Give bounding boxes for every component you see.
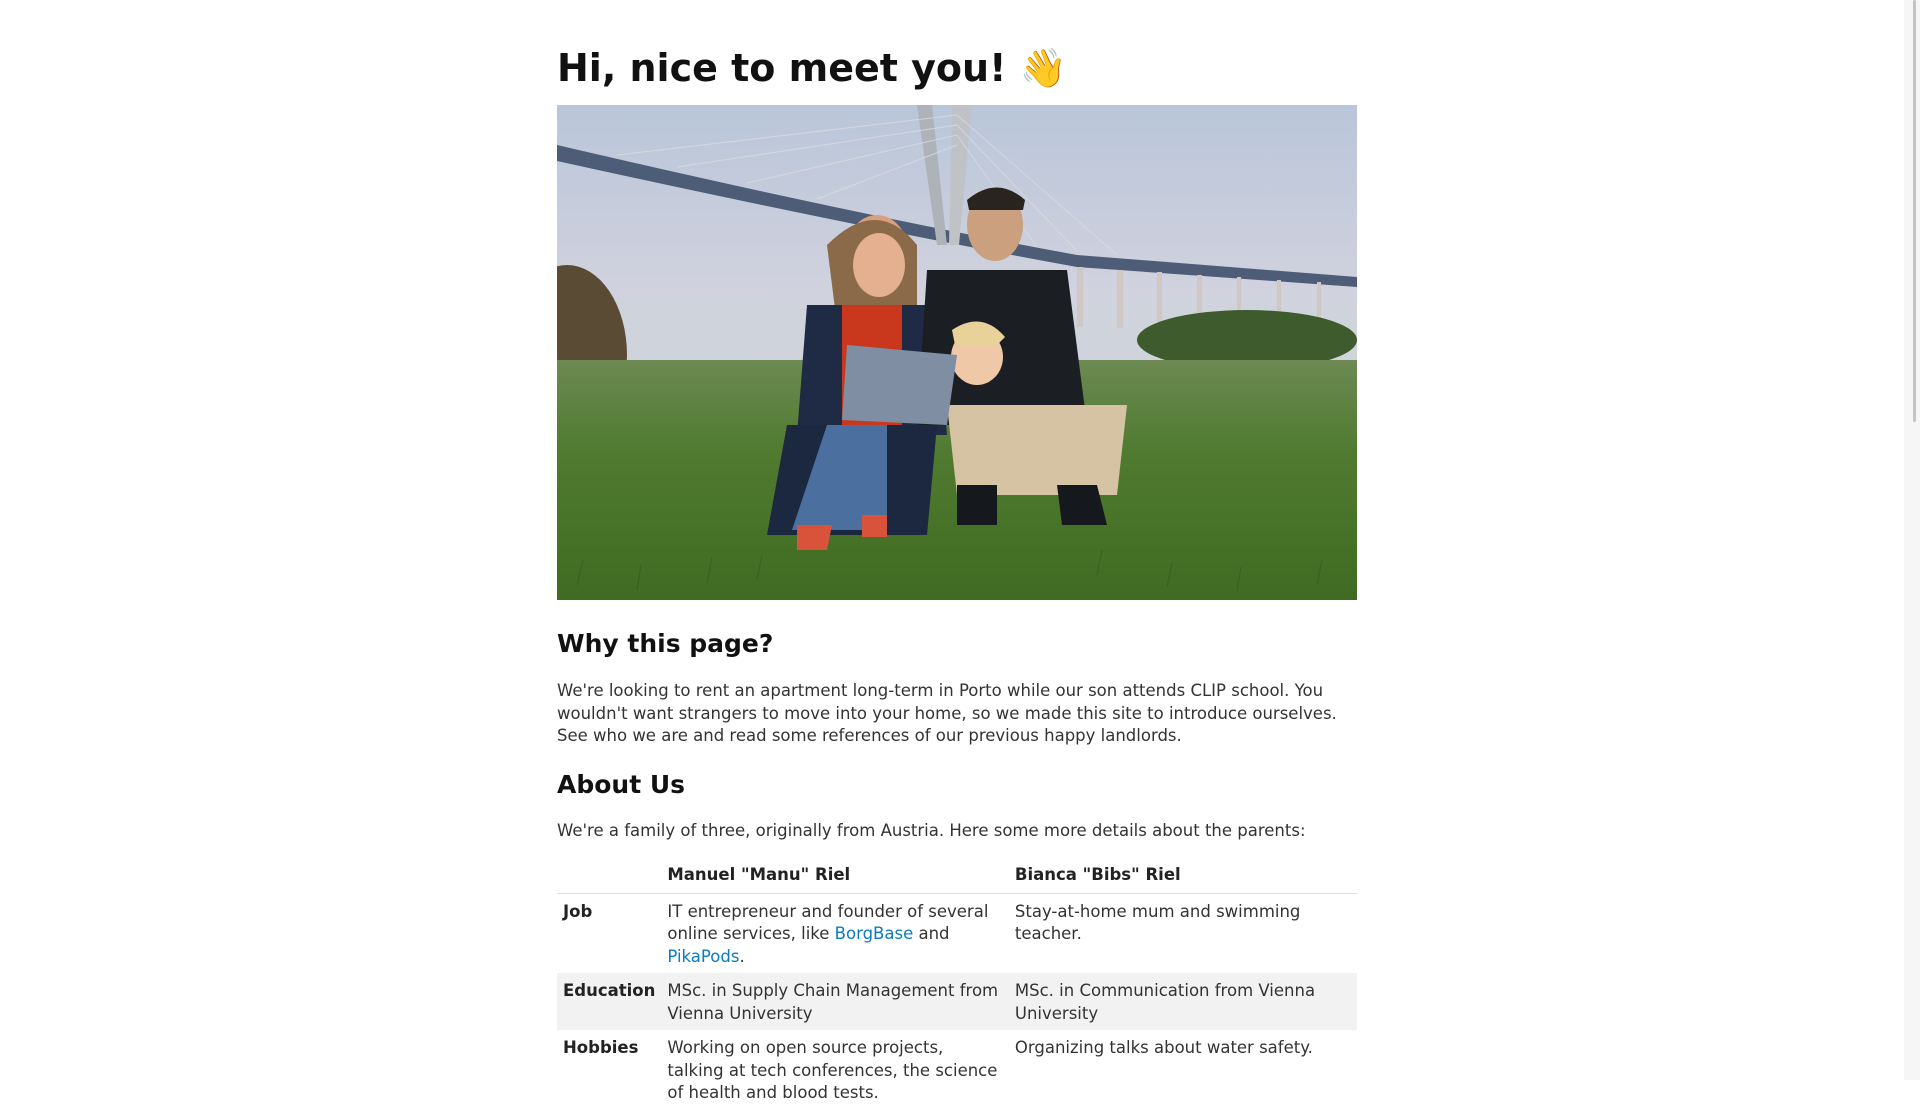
cell-manu-hobbies: Working on open source projects, talking at tech conferences, the science of health and blood tests. <box>667 1038 998 1102</box>
why-text: We're looking to rent an apartment long-term in Porto while our son attends CLIP school. You wouldn't want strangers to move into your home, so we made this site to introduce ourselves. See who we are and read some references of our previous happy landlords. <box>557 681 1337 745</box>
table-header-row <box>557 859 1357 893</box>
cell-manu-job-suffix: . <box>739 946 745 966</box>
cell-manu-job-prefix: IT entrepreneur and founder of several online services, like <box>667 901 989 943</box>
cell-bibs-education: MSc. in Communication from Vienna University <box>1014 981 1316 1023</box>
row-label-job: Job <box>563 901 593 921</box>
row-label-education: Education <box>563 981 656 1000</box>
row-label-hobbies: Hobbies <box>563 1038 639 1057</box>
parents-table <box>557 859 1357 1110</box>
table-header-empty <box>557 859 661 893</box>
borgbase-link[interactable]: BorgBase <box>834 924 914 943</box>
table-row-job <box>557 893 1357 973</box>
table-row-hobbies <box>557 1030 1357 1110</box>
table-header-manu: Manuel "Manu" Riel <box>661 859 1009 893</box>
cell-manu-education: MSc. in Supply Chain Management from Vienna University <box>667 981 999 1023</box>
scrollbar-track[interactable] <box>1904 0 1920 1080</box>
cell-manu-job-mid: and <box>913 924 950 943</box>
about-heading: About Us <box>557 770 686 799</box>
scrollbar-thumb[interactable] <box>1913 0 1916 422</box>
why-heading: Why this page? <box>557 629 774 658</box>
table-row-education <box>557 973 1357 1030</box>
page-title: Hi, nice to meet you! 👋 <box>557 46 1067 90</box>
about-intro: We're a family of three, originally from Austria. Here some more details about the parents: <box>557 821 1306 840</box>
cell-bibs-hobbies: Organizing talks about water safety. <box>1014 1038 1313 1057</box>
pikapods-link[interactable]: PikaPods <box>667 946 740 966</box>
family-photo <box>557 105 1357 600</box>
family-photo-illustration <box>557 105 1357 600</box>
table-header-bibs: Bianca "Bibs" Riel <box>1009 859 1357 893</box>
cell-bibs-job: Stay-at-home mum and swimming teacher. <box>1014 901 1301 943</box>
cell-manu-job <box>661 893 1009 973</box>
